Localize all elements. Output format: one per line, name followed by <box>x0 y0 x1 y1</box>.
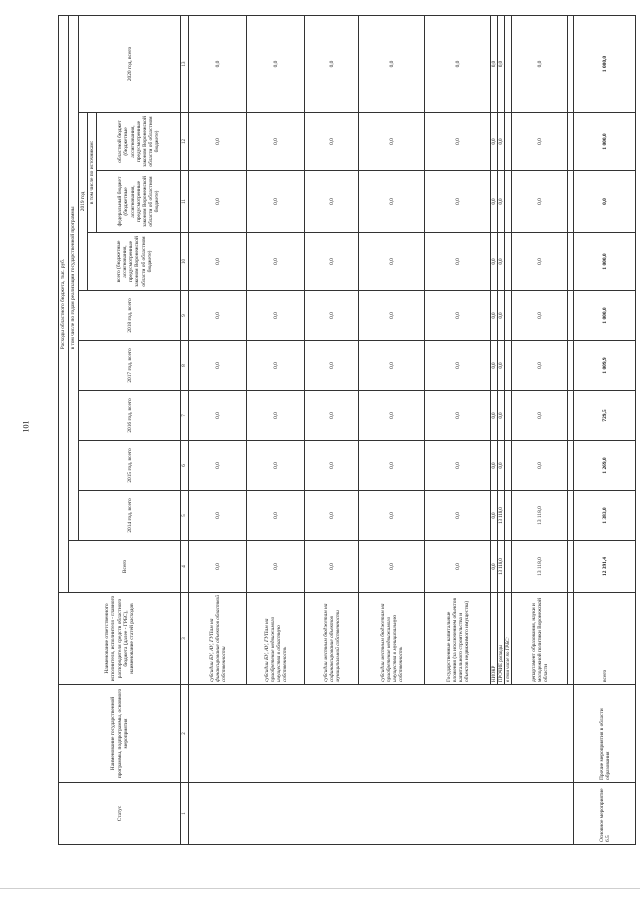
column-number: 9 <box>181 291 189 341</box>
value-cell: 0,0 <box>247 233 305 291</box>
value-cell: 0,0 <box>491 341 498 391</box>
value-cell: 13 118,0 <box>512 491 568 541</box>
value-cell: 0,0 <box>359 341 425 391</box>
value-cell: 0,0 <box>425 113 491 171</box>
value-cell: 0,0 <box>425 441 491 491</box>
value-cell: 13 118,0 <box>498 541 505 593</box>
column-number: 12 <box>181 113 189 171</box>
value-cell: 0,0 <box>425 491 491 541</box>
value-cell <box>505 15 512 112</box>
budget-table-frame <box>58 16 611 845</box>
value-cell: 0,0 <box>359 113 425 171</box>
value-cell: 0,0 <box>491 113 498 171</box>
value-cell <box>505 441 512 491</box>
budget-table <box>58 15 636 845</box>
value-cell <box>505 541 512 593</box>
value-cell: 0,0 <box>491 441 498 491</box>
column-number: 11 <box>181 171 189 233</box>
value-cell: 0,0 <box>305 291 359 341</box>
value-cell <box>505 113 512 171</box>
header-2015: 2015 год, всего <box>79 441 181 491</box>
value-cell: 0,0 <box>425 15 491 112</box>
row-label: НИОКР <box>491 593 498 685</box>
value-cell: 0,0 <box>491 291 498 341</box>
value-cell: 1 000,0 <box>574 15 636 112</box>
column-number: 6 <box>181 441 189 491</box>
header-2019: 2019 год <box>79 113 88 291</box>
value-cell: 0,0 <box>305 441 359 491</box>
value-cell: 0,0 <box>512 15 568 112</box>
row-label: субсидии БУ, АУ, ГУПам на приобретение недвижимого имущества в областную собственность <box>247 593 305 685</box>
row-label: департамент образования, науки и молодежной политики Воронежской области <box>512 593 568 685</box>
value-cell: 0,0 <box>247 441 305 491</box>
value-cell: 0,0 <box>359 541 425 593</box>
header-2018: 2018 год, всего <box>79 291 181 341</box>
value-cell: 0,0 <box>189 541 247 593</box>
value-cell: 0,0 <box>425 391 491 441</box>
value-cell: 0,0 <box>498 15 505 112</box>
value-cell: 0,0 <box>498 441 505 491</box>
value-cell: 0,0 <box>305 541 359 593</box>
value-cell: 0,0 <box>305 113 359 171</box>
value-cell: 0,0 <box>512 233 568 291</box>
value-cell: 0,0 <box>491 491 498 541</box>
value-cell: 0,0 <box>247 541 305 593</box>
column-number: 5 <box>181 491 189 541</box>
value-cell: 0,0 <box>425 171 491 233</box>
value-cell: 0,0 <box>305 341 359 391</box>
value-cell: 0,0 <box>512 113 568 171</box>
header-by-years: в том числе по годам реализации государственной программы <box>69 15 79 540</box>
value-cell: 0,0 <box>189 291 247 341</box>
column-number: 4 <box>181 541 189 593</box>
value-cell <box>505 391 512 441</box>
value-cell: 729,5 <box>574 391 636 441</box>
value-cell: 0,0 <box>498 113 505 171</box>
column-number: 10 <box>181 233 189 291</box>
value-cell: 1 269,0 <box>574 441 636 491</box>
value-cell <box>505 171 512 233</box>
value-cell: 1 000,0 <box>574 113 636 171</box>
value-cell: 1 000,0 <box>574 233 636 291</box>
column-number: 7 <box>181 391 189 441</box>
header-2019-regional: областной бюджет (бюджетные ассигнования, предусмотренные законом Воронежской области об областном бюджете) <box>97 113 181 171</box>
status-cell-empty <box>189 783 574 845</box>
header-expenses-title: Расходы областного бюджета, тыс. руб. <box>59 15 69 592</box>
value-cell <box>505 491 512 541</box>
column-number: 2 <box>181 685 189 783</box>
column-number: 1 <box>181 783 189 845</box>
row-label: ПРОЧИЕ расходы <box>498 593 505 685</box>
page-bottom-rule <box>0 888 640 889</box>
value-cell: 0,0 <box>189 391 247 441</box>
header-2019-federal: федеральный бюджет (бюджетные ассигнования, предусмотренные законом Воронежской области об областном бюджете) <box>97 171 181 233</box>
value-cell: 0,0 <box>512 441 568 491</box>
value-cell: 0,0 <box>189 341 247 391</box>
header-2019-total: всего (бюджетные ассигнования, предусмотренные законом Воронежской области об областном бюджете) <box>88 233 181 291</box>
column-number: 13 <box>181 15 189 112</box>
value-cell: 0,0 <box>247 15 305 112</box>
value-cell: 0,0 <box>189 233 247 291</box>
value-cell: 0,0 <box>359 491 425 541</box>
page-number: 101 <box>21 420 31 433</box>
value-cell: 0,0 <box>498 171 505 233</box>
program-cell-empty <box>189 685 574 783</box>
header-2019-incl: в том числе по источникам: <box>88 113 97 233</box>
value-cell: 0,0 <box>425 291 491 341</box>
value-cell: 0,0 <box>512 171 568 233</box>
value-cell: 0,0 <box>359 391 425 441</box>
table-row-main <box>574 15 636 844</box>
value-cell: 0,0 <box>498 291 505 341</box>
row-label: Государственные капитальные вложения (за исключением объектов капитального строительства и объектов недвижимого имущества) <box>425 593 491 685</box>
header-program-name: Наименование государственной программы, подпрограммы, основного мероприятия <box>59 685 181 783</box>
header-2014: 2014 год, всего <box>79 491 181 541</box>
value-cell: 0,0 <box>425 233 491 291</box>
value-cell: 0,0 <box>305 15 359 112</box>
value-cell: 0,0 <box>359 291 425 341</box>
value-cell: 0,0 <box>498 341 505 391</box>
main-row-label: всего <box>574 593 636 685</box>
value-cell: 0,0 <box>498 391 505 441</box>
row-label: в том числе по ГРБС: <box>505 593 512 685</box>
value-cell: 0,0 <box>305 491 359 541</box>
value-cell: 0,0 <box>189 171 247 233</box>
value-cell: 0,0 <box>247 171 305 233</box>
value-cell: 0,0 <box>359 233 425 291</box>
value-cell: 0,0 <box>305 391 359 441</box>
value-cell: 0,0 <box>189 15 247 112</box>
value-cell: 0,0 <box>247 391 305 441</box>
row-label: субсидии местным бюджетам на приобретение недвижимого имущества в муниципальную собственность <box>359 593 425 685</box>
table-row <box>189 15 247 844</box>
header-responsible: Наименование ответственного исполнителя, исполнителя - главного распорядителя средств областного бюджета (далее - ГРБС), наименование статей расходов <box>59 593 181 685</box>
value-cell: 0,0 <box>359 171 425 233</box>
value-cell: 0,0 <box>491 233 498 291</box>
value-cell: 0,0 <box>247 341 305 391</box>
value-cell: 0,0 <box>247 113 305 171</box>
value-cell: 0,0 <box>425 341 491 391</box>
header-2017: 2017 год, всего <box>79 341 181 391</box>
column-number: 8 <box>181 341 189 391</box>
value-cell: 0,0 <box>491 391 498 441</box>
header-status: Статус <box>59 783 181 845</box>
value-cell: 0,0 <box>247 491 305 541</box>
main-row-name: Прочие мероприятия в области образования <box>574 685 636 783</box>
value-cell: 13 118,0 <box>512 541 568 593</box>
value-cell: 0,0 <box>189 491 247 541</box>
value-cell: 1 000,0 <box>574 291 636 341</box>
value-cell: 13 118,0 <box>498 491 505 541</box>
value-cell: 0,0 <box>491 171 498 233</box>
rotated-table-wrapper <box>58 16 611 845</box>
value-cell <box>505 341 512 391</box>
value-cell: 12 391,4 <box>574 541 636 593</box>
value-cell <box>505 291 512 341</box>
value-cell: 0,0 <box>498 233 505 291</box>
main-row-status: Основное мероприятие 6.5 <box>574 783 636 845</box>
column-number: 3 <box>181 593 189 685</box>
header-2020: 2020 год, всего <box>79 15 181 112</box>
value-cell: 0,0 <box>305 233 359 291</box>
value-cell: 0,0 <box>359 15 425 112</box>
value-cell: 1 009,9 <box>574 341 636 391</box>
value-cell: 0,0 <box>574 171 636 233</box>
value-cell: 1 383,0 <box>574 491 636 541</box>
value-cell: 0,0 <box>512 391 568 441</box>
value-cell: 0,0 <box>512 291 568 341</box>
value-cell: 0,0 <box>305 171 359 233</box>
value-cell: 0,0 <box>247 291 305 341</box>
row-label: субсидии БУ, АУ, ГУПам на финансирование объектов областной собственности <box>189 593 247 685</box>
header-2016: 2016 год, всего <box>79 391 181 441</box>
value-cell: 0,0 <box>189 441 247 491</box>
row-label: субсидии местным бюджетам на софинансирование объектов муниципальной собственности <box>305 593 359 685</box>
value-cell: 0,0 <box>491 15 498 112</box>
value-cell: 0,0 <box>189 113 247 171</box>
header-total: Всего <box>69 541 181 593</box>
value-cell: 0,0 <box>425 541 491 593</box>
value-cell <box>505 233 512 291</box>
value-cell: 0,0 <box>512 341 568 391</box>
value-cell: 0,0 <box>491 541 498 593</box>
value-cell: 0,0 <box>359 441 425 491</box>
